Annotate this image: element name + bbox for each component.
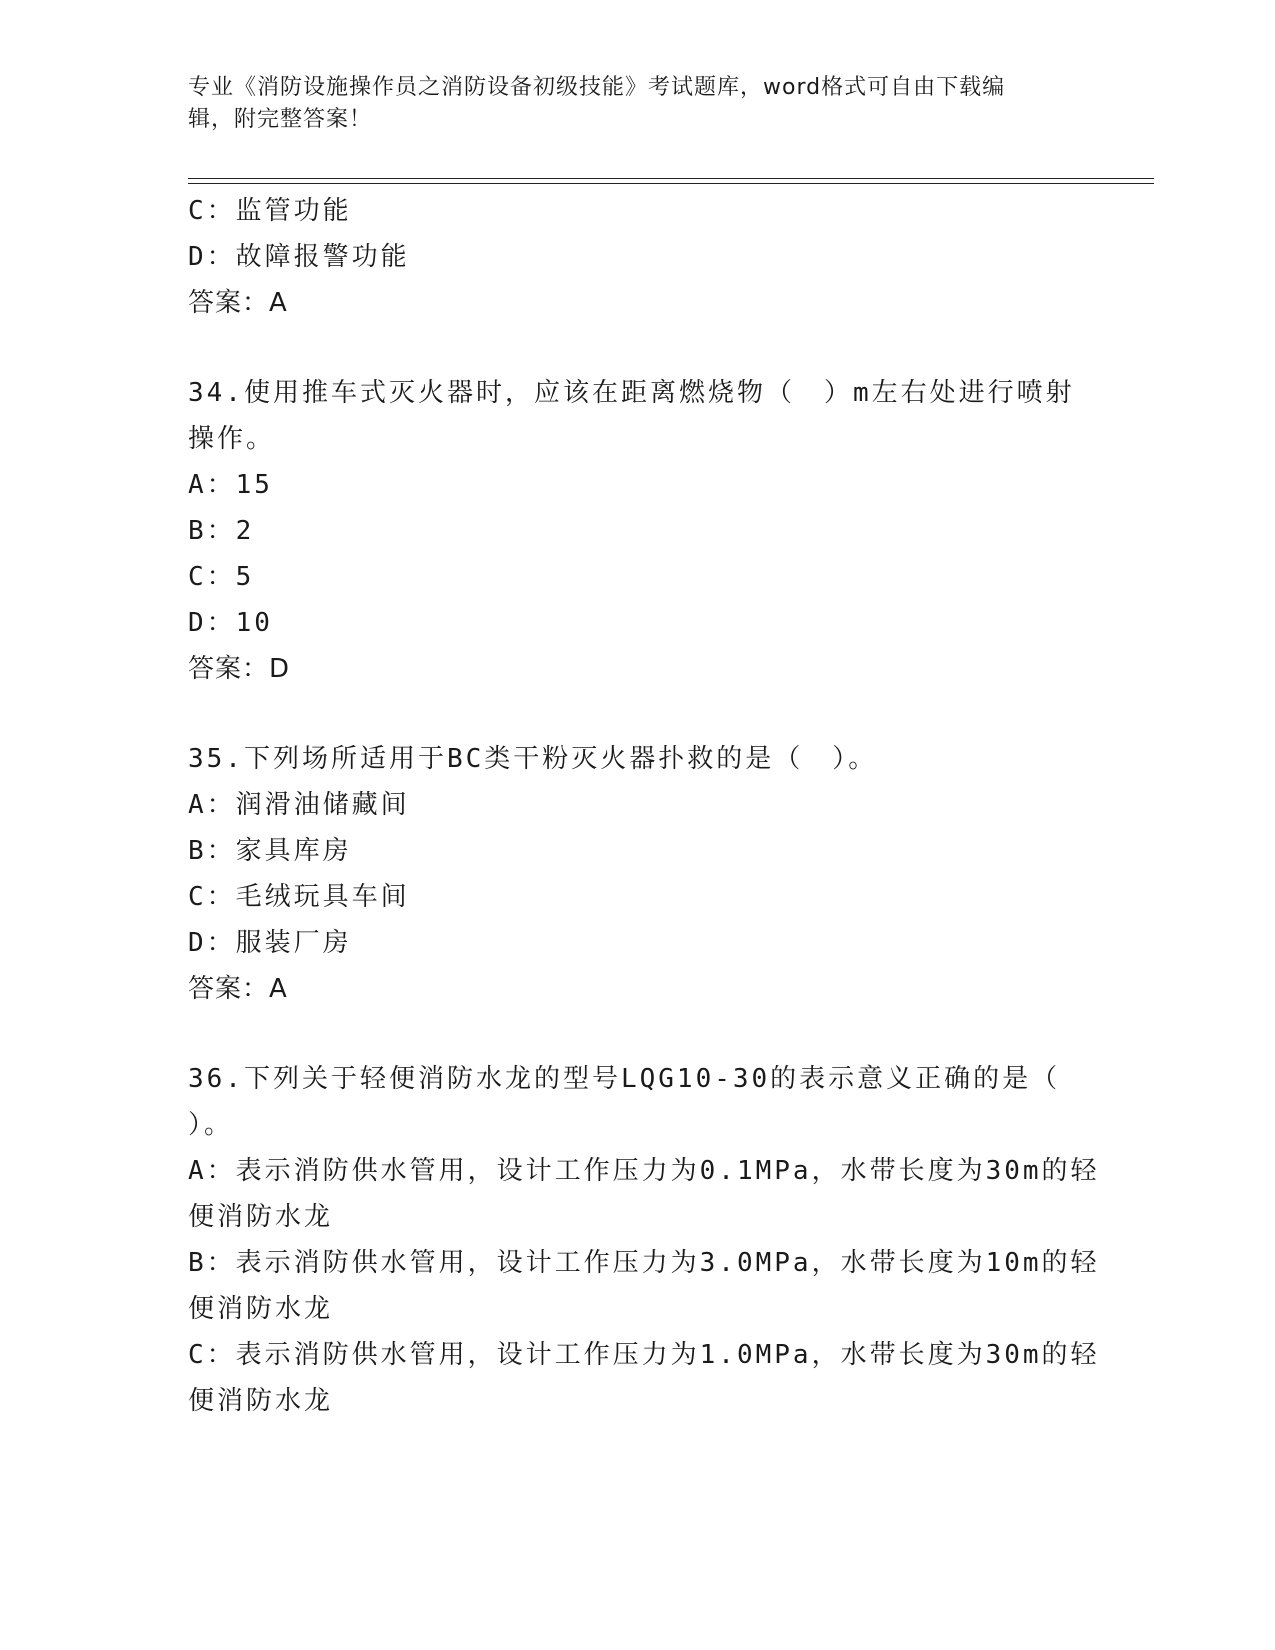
header-line-1: 专业《消防设施操作员之消防设备初级技能》考试题库，word格式可自由下载编 — [188, 75, 1006, 100]
q34-option-d: D：10 — [188, 608, 273, 638]
header-divider-bottom — [188, 183, 1154, 184]
q35-stem: 35.下列场所适用于BC类干粉灭火器扑救的是（ ）。 — [188, 744, 878, 774]
document-header — [188, 72, 1088, 136]
q36-stem-line-2: ）。 — [188, 1110, 234, 1140]
prev-option-d: D：故障报警功能 — [188, 242, 410, 272]
q35-option-a: A：润滑油储藏间 — [188, 790, 410, 820]
q35-option-c: C：毛绒玩具车间 — [188, 882, 410, 912]
q36-option-b-line-1: B：表示消防供水管用，设计工作压力为3.0MPa，水带长度为10m的轻 — [188, 1248, 1100, 1278]
q36-stem-line-1: 36.下列关于轻便消防水龙的型号LQG10-30的表示意义正确的是（ — [188, 1064, 1061, 1094]
q36-option-c-line-2: 便消防水龙 — [188, 1386, 334, 1416]
q36-option-a-line-1: A：表示消防供水管用，设计工作压力为0.1MPa，水带长度为30m的轻 — [188, 1156, 1100, 1186]
q34-stem-line-2: 操作。 — [188, 424, 276, 454]
q34-option-b: B：2 — [188, 516, 255, 546]
q35-option-d: D：服装厂房 — [188, 928, 352, 958]
q36-option-a-line-2: 便消防水龙 — [188, 1202, 334, 1232]
q36-option-c-line-1: C：表示消防供水管用，设计工作压力为1.0MPa，水带长度为30m的轻 — [188, 1340, 1100, 1370]
header-divider-top — [188, 178, 1154, 179]
q36-option-b-line-2: 便消防水龙 — [188, 1294, 334, 1324]
q35-option-b: B：家具库房 — [188, 836, 352, 866]
prev-option-c: C：监管功能 — [188, 196, 352, 226]
q35-answer: 答案：A — [188, 974, 288, 1004]
q34-option-a: A：15 — [188, 470, 273, 500]
question-content — [188, 188, 1100, 1424]
prev-answer: 答案：A — [188, 288, 288, 318]
q34-answer: 答案：D — [188, 654, 291, 684]
q34-option-c: C：5 — [188, 562, 255, 592]
q34-stem-line-1: 34.使用推车式灭火器时，应该在距离燃烧物（ ）m左右处进行喷射 — [188, 378, 1075, 408]
header-line-2: 辑，附完整答案！ — [188, 107, 373, 132]
